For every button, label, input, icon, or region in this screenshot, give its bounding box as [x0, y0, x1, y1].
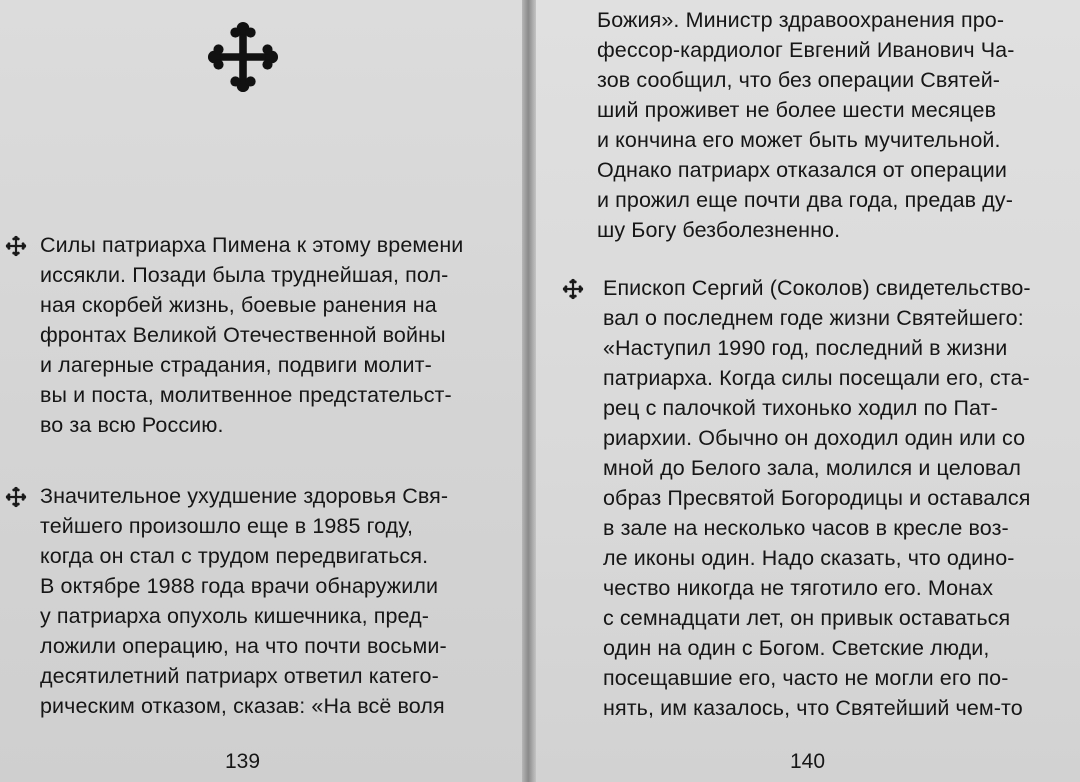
text-line: В октябре 1988 года врачи обнаружили: [40, 574, 439, 598]
text-line: ная скорбей жизнь, боевые ранения на: [40, 293, 437, 317]
book-gutter: [522, 0, 536, 782]
text-line: вал о последнем годе жизни Святейшего:: [603, 306, 1024, 330]
text-line: рическим отказом, сказав: «На всё воля: [40, 694, 445, 718]
text-line: и прожил еще почти два года, предав ду-: [597, 188, 1014, 212]
text-line: патриарха. Когда силы посещали его, ста-: [603, 366, 1030, 390]
text-line: и лагерные страдания, подвиги молит-: [40, 353, 432, 377]
paragraph: [40, 481, 480, 721]
cross-bullet-icon: [562, 278, 584, 300]
text-line: зов сообщил, что без операции Святей-: [597, 68, 1001, 92]
text-line: вы и поста, молитвенное предстательст-: [40, 383, 452, 407]
text-line: Божия». Министр здравоохранения про-: [597, 8, 1005, 32]
text-line: у патриарха опухоль кишечника, пред-: [40, 604, 430, 628]
page-number: 140: [790, 750, 826, 773]
text-line: мной до Белого зала, молился и целовал: [603, 456, 1021, 480]
text-line: Силы патриарха Пимена к этому времени: [40, 233, 464, 257]
text-line: когда он стал с трудом передвигаться.: [40, 544, 429, 568]
left-page: [0, 0, 522, 782]
paragraph: [597, 5, 1047, 245]
cross-bullet-icon: [5, 235, 27, 257]
cross-ornament-icon: [205, 16, 281, 98]
page-number: 139: [225, 750, 261, 773]
text-line: ший проживет не более шести месяцев: [597, 98, 997, 122]
text-line: ложили операцию, на что почти восьми-: [40, 634, 447, 658]
text-line: Значительное ухудшение здоровья Свя-: [40, 484, 449, 508]
text-line: один на один с Богом. Светские люди,: [603, 636, 990, 660]
paragraph: [40, 230, 480, 440]
text-line: фессор-кардиолог Евгений Иванович Ча-: [597, 38, 1015, 62]
text-line: риархии. Обычно он доходил один или со: [603, 426, 1026, 450]
text-line: и кончина его может быть мучительной.: [597, 128, 1001, 152]
text-line: посещавшие его, часто не могли его по-: [603, 666, 1009, 690]
text-line: чество никогда не тяготило его. Монах: [603, 576, 994, 600]
text-line: десятилетний патриарх ответил катего-: [40, 664, 439, 688]
paragraph: [603, 273, 1053, 723]
text-line: шу Богу безболезненно.: [597, 218, 841, 242]
text-line: рец с палочкой тихонько ходил по Пат-: [603, 396, 998, 420]
text-line: Однако патриарх отказался от операции: [597, 158, 1008, 182]
text-line: во за всю Россию.: [40, 413, 224, 437]
text-line: тейшего произошло еще в 1985 году,: [40, 514, 414, 538]
text-line: фронтах Великой Отечественной войны: [40, 323, 446, 347]
text-line: Епископ Сергий (Соколов) свидетельство-: [603, 276, 1031, 300]
text-line: с семнадцати лет, он привык оставаться: [603, 606, 1011, 630]
cross-bullet-icon: [5, 486, 27, 508]
text-line: образ Пресвятой Богородицы и оставался: [603, 486, 1031, 510]
text-line: нять, им казалось, что Святейший чем-то: [603, 696, 1023, 720]
text-line: ле иконы один. Надо сказать, что одино-: [603, 546, 1015, 570]
text-line: «Наступил 1990 год, последний в жизни: [603, 336, 1008, 360]
text-line: в зале на несколько часов в кресле воз-: [603, 516, 1009, 540]
text-line: иссякли. Позади была труднейшая, пол-: [40, 263, 449, 287]
